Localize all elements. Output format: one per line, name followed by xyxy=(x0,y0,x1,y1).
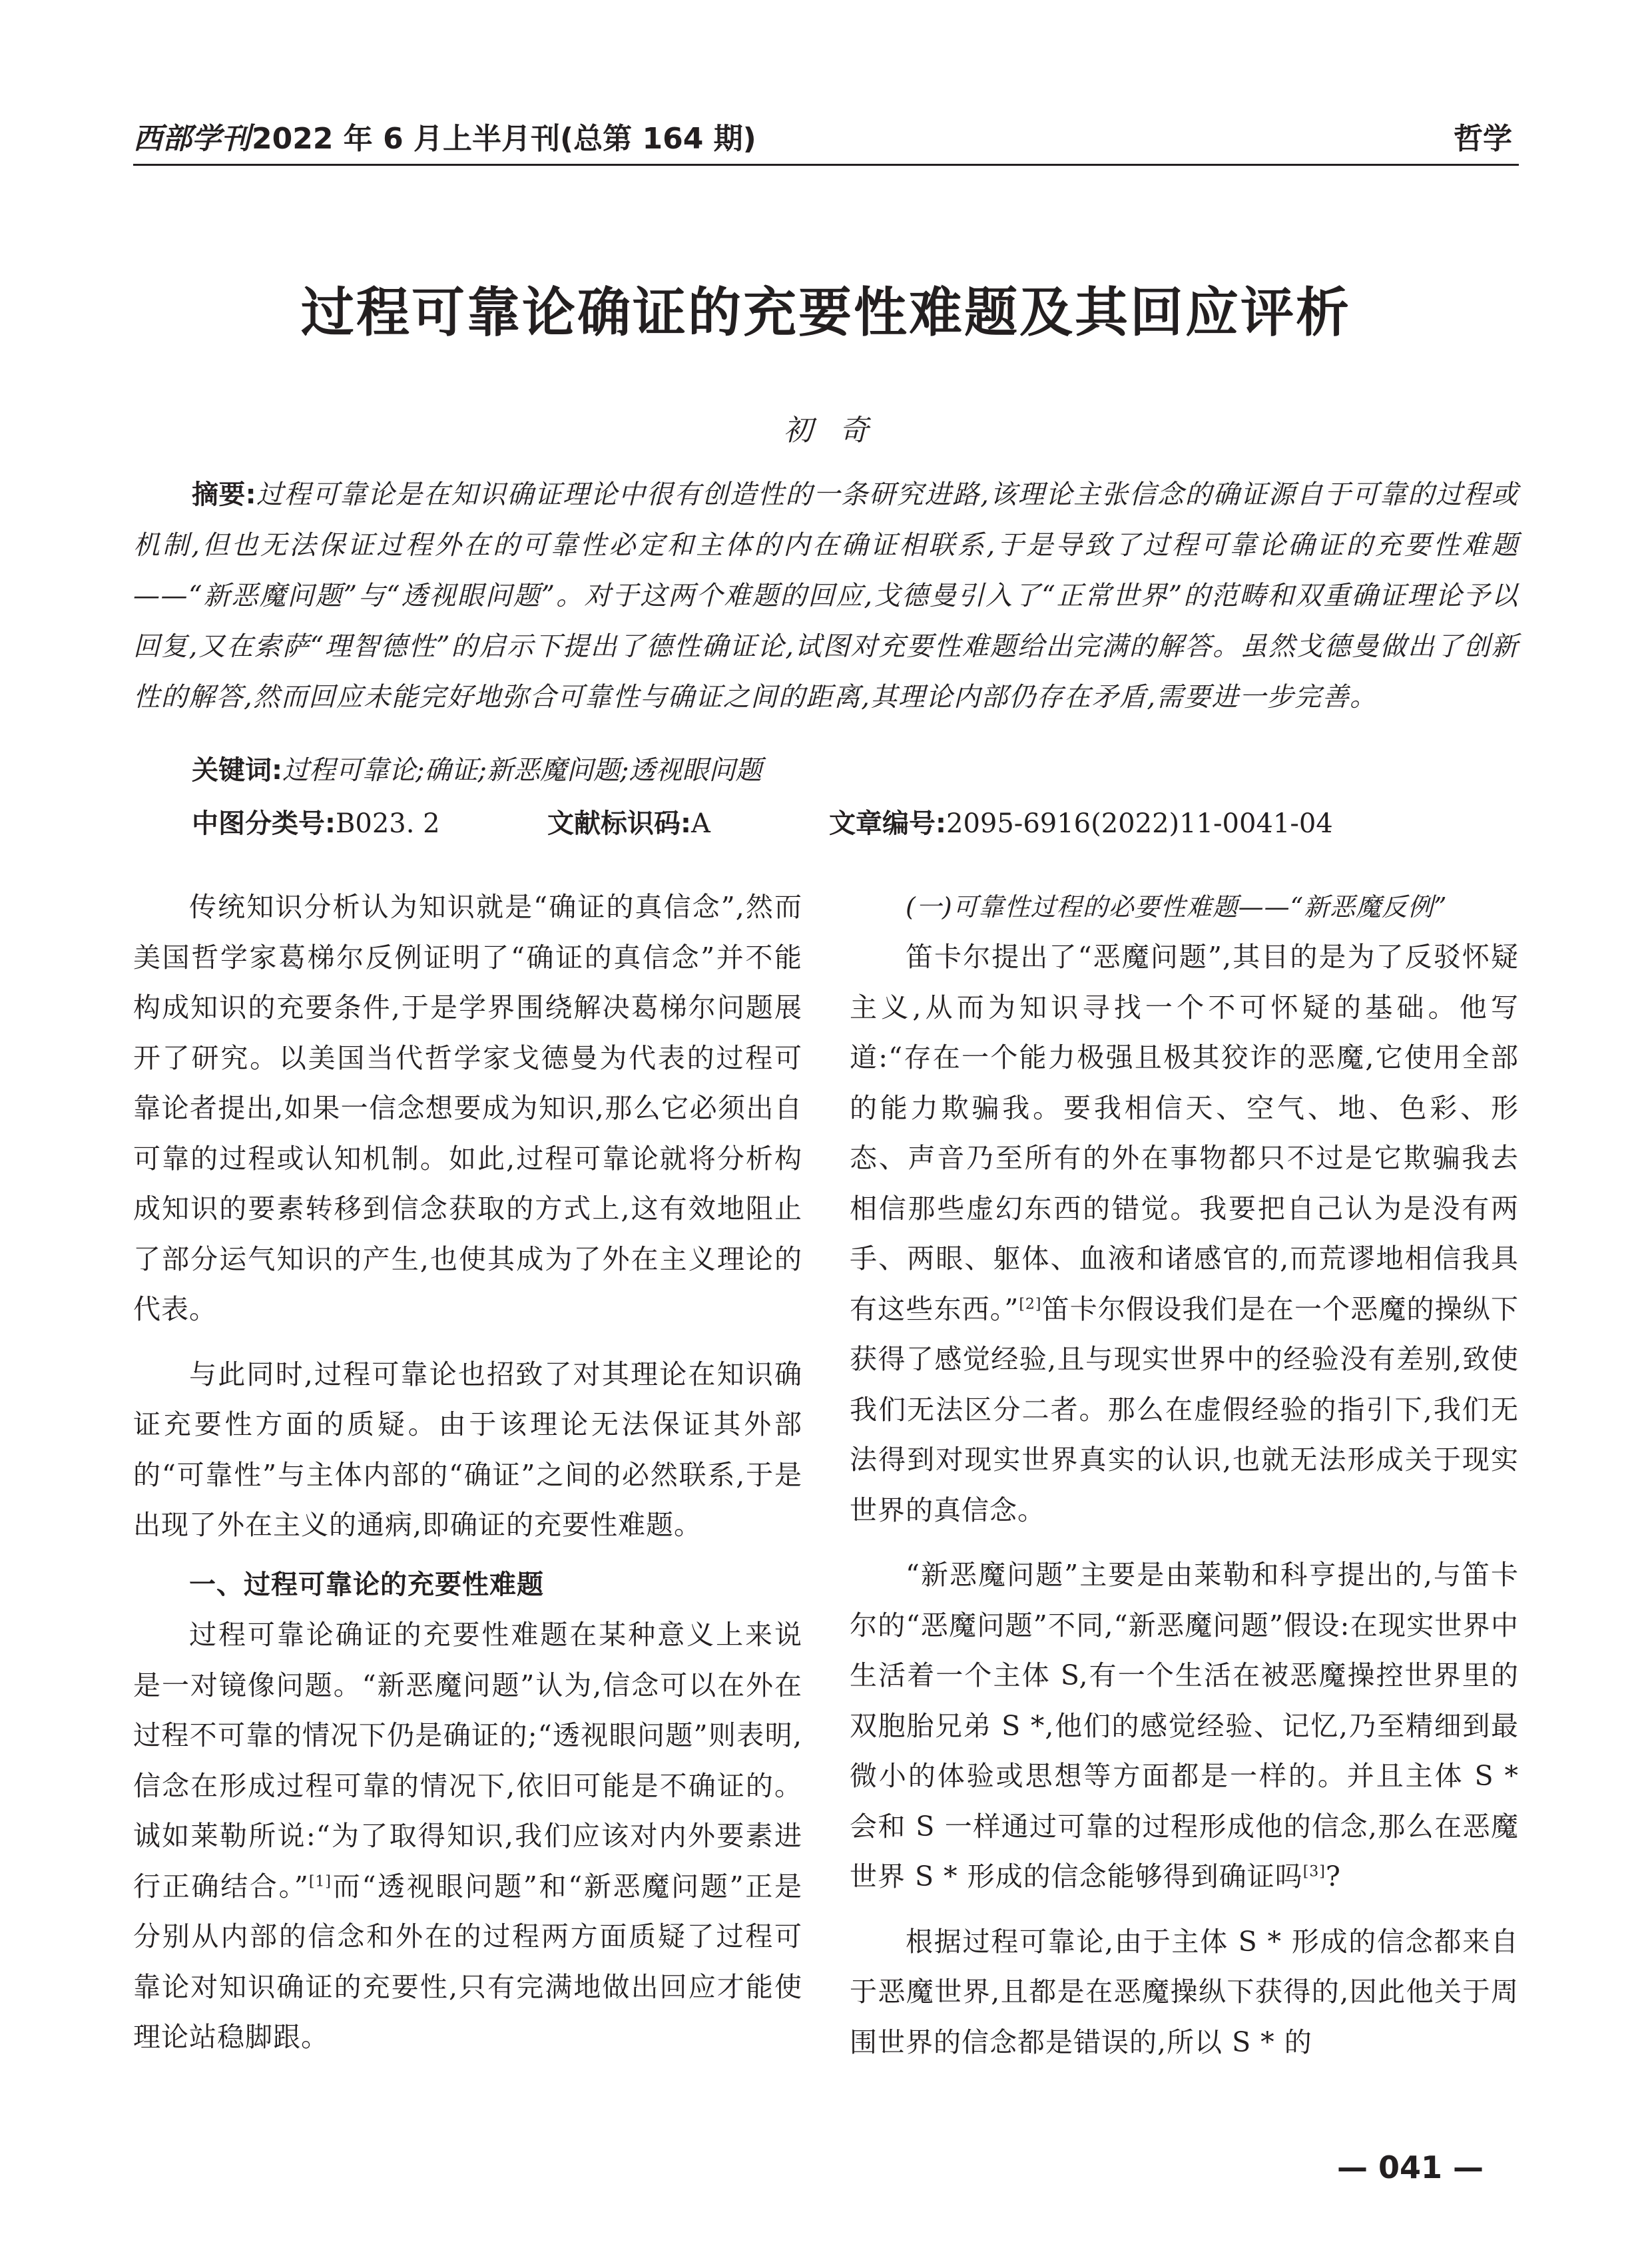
document-code xyxy=(547,802,710,840)
paragraph-text: 而“透视眼问题”和“新恶魔问题”正是分别从内部的信念和外在的过程两方面质疑了过程可靠论对知识确证的充要性,只有完满地做出回应才能使理论站稳脚跟。 xyxy=(133,1870,802,2053)
subsection-heading: (一)可靠性过程的必要性难题——“新恶魔反例” xyxy=(906,892,1448,922)
keywords-text: 过程可靠论;确证;新恶魔问题;透视眼问题 xyxy=(282,755,762,786)
body-paragraph xyxy=(850,1550,1519,1902)
clc-number xyxy=(192,802,440,840)
paragraph-text: “新恶魔问题”主要是由莱勒和科亨提出的,与笛卡尔的“恶魔问题”不同,“新恶魔问题”假设:在现实世界中生活着一个主体 S,有一个生活在被恶魔操控世界里的双胞胎兄弟 S *,他们的感觉经验、记忆,乃至精细到最微小的体验或思想等方面都是一样的。并且主体 S * 会和 S 一样通过可靠的过程形成他的信念,那么在恶魔世界 S * 形成的信念能够得到确证吗 xyxy=(850,1559,1519,1892)
citation-ref: [2] xyxy=(1019,1295,1042,1312)
doc-code-label: 文献标识码: xyxy=(547,808,691,839)
body-paragraph: 根据过程可靠论,由于主体 S * 形成的信念都来自于恶魔世界,且都是在恶魔操纵下获得的,因此他关于周围世界的信念都是错误的,所以 S * 的 xyxy=(850,1925,1519,2058)
section-heading: 一、过程可靠论的充要性难题 xyxy=(189,1569,544,1600)
page-number: — 041 — xyxy=(1337,2149,1484,2185)
citation-ref: [1] xyxy=(308,1872,332,1890)
paragraph-text: 笛卡尔提出了“恶魔问题”,其目的是为了反驳怀疑主义,从而为知识寻找一个不可怀疑的基础。他写道:“存在一个能力极强且极其狡诈的恶魔,它使用全部的能力欺骗我。要我相信天、空气、地、色彩、形态、声音乃至所有的外在事物都只不过是它欺骗我去相信那些虚幻东西的错觉。我要把自己认为是没有两手、两眼、躯体、血液和诸感官的,而荒谬地相信我具有这些东西。” xyxy=(850,941,1519,1325)
clc-label: 中图分类号: xyxy=(192,808,336,839)
article-number xyxy=(829,802,1333,840)
header-rule xyxy=(133,164,1519,166)
abstract-label: 摘要: xyxy=(192,479,256,510)
body-paragraph: 与此同时,过程可靠论也招致了对其理论在知识确证充要性方面的质疑。由于该理论无法保证其外部的“可靠性”与主体内部的“确证”之间的必然联系,于是出现了外在主义的通病,即确证的充要性难题。 xyxy=(133,1358,802,1541)
right-column xyxy=(850,882,1519,2068)
clc-value: B023. 2 xyxy=(336,808,440,839)
paragraph-text: 笛卡尔假设我们是在一个恶魔的操纵下获得了感觉经验,且与现实世界中的经验没有差别,致使我们无法区分二者。那么在虚假经验的指引下,我们无法得到对现实世界真实的认识,也就无法形成关于现实世界的真信念。 xyxy=(850,1292,1519,1526)
paragraph-text: ? xyxy=(1325,1860,1341,1892)
doc-code-value: A xyxy=(691,808,710,839)
body-paragraph xyxy=(850,932,1519,1536)
journal-logo: 西部学刊 xyxy=(133,122,250,156)
keywords-label: 关键词: xyxy=(192,755,282,786)
citation-ref: [3] xyxy=(1302,1863,1326,1880)
body-paragraph xyxy=(133,1610,802,2063)
article-title: 过程可靠论确证的充要性难题及其回应评析 xyxy=(301,281,1351,344)
running-header-journal xyxy=(133,115,756,157)
section-label: 哲学 xyxy=(1454,122,1512,156)
author-name: 初奇 xyxy=(783,414,896,447)
left-column xyxy=(133,882,802,2063)
body-paragraph: 传统知识分析认为知识就是“确证的真信念”,然而美国哲学家葛梯尔反例证明了“确证的真信念”并不能构成知识的充要条件,于是学界围绕解决葛梯尔问题展开了研究。以美国当代哲学家戈德曼为代表的过程可靠论者提出,如果一信念想要成为知识,那么它必须出自可靠的过程或认知机制。如此,过程可靠论就将分析构成知识的要素转移到信念获取的方式上,这有效地阻止了部分运气知识的产生,也使其成为了外在主义理论的代表。 xyxy=(133,891,802,1325)
article-number-label: 文章编号: xyxy=(829,808,946,839)
keywords xyxy=(192,749,762,787)
paragraph-text: 过程可靠论确证的充要性难题在某种意义上来说是一对镜像问题。“新恶魔问题”认为,信念可以在外在过程不可靠的情况下仍是确证的;“透视眼问题”则表明,信念在形成过程可靠的情况下,依旧可能是不确证的。诚如莱勒所说:“为了取得知识,我们应该对内外要素进行正确结合。” xyxy=(133,1619,802,1902)
abstract-text: 过程可靠论是在知识确证理论中很有创造性的一条研究进路,该理论主张信念的确证源自于可靠的过程或机制,但也无法保证过程外在的可靠性必定和主体的内在确证相联系,于是导致了过程可靠论确证的充要性难题——“新恶魔问题”与“透视眼问题”。对于这两个难题的回应,戈德曼引入了“正常世界”的范畴和双重确证理论予以回复,又在索萨“理智德性”的启示下提出了德性确证论,试图对充要性难题给出完满的解答。虽然戈德曼做出了创新性的解答,然而回应未能完好地弥合可靠性与确证之间的距离,其理论内部仍存在矛盾,需要进一步完善。 xyxy=(133,479,1519,712)
article-number-value: 2095-6916(2022)11-0041-04 xyxy=(946,808,1333,839)
issue-info: 2022 年 6 月上半月刊(总第 164 期) xyxy=(252,122,756,156)
abstract xyxy=(133,469,1519,722)
